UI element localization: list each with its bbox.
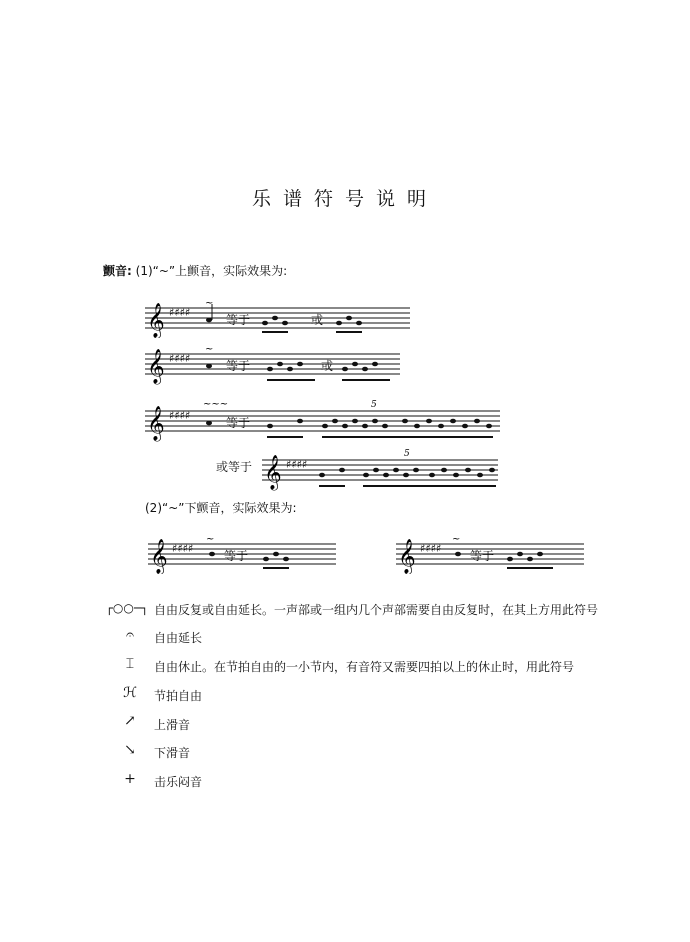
muted-percussion-icon: + (124, 771, 136, 787)
svg-text:𝄞: 𝄞 (147, 303, 165, 338)
trill-label: 颤音: (103, 264, 132, 278)
equals-label-3: 等于 (226, 416, 251, 430)
tuplet-mark-2: 5 (404, 449, 410, 459)
free-rest-icon: ⌶ (125, 656, 135, 672)
svg-text:♯♯♯♯: ♯♯♯♯ (286, 458, 308, 471)
tuplet-mark-1: 5 (371, 400, 377, 410)
upper-trill-text: (1)“~”上颤音，实际效果为: (135, 264, 288, 278)
svg-text:♯♯♯♯: ♯♯♯♯ (169, 352, 191, 365)
svg-text:~~~: ~~~ (203, 399, 229, 410)
legend-item-free-rest: 自由休止。在节拍自由的一小节内，有音符又需要四拍以上的休止时，用此符号 (154, 660, 575, 674)
svg-text:~: ~ (206, 534, 215, 545)
legend-item-muted-percussion: 击乐闷音 (154, 775, 203, 789)
svg-text:♯♯♯♯: ♯♯♯♯ (169, 409, 191, 422)
fermata-icon: 𝄐 (126, 627, 134, 643)
svg-text:♯♯♯♯: ♯♯♯♯ (169, 306, 191, 319)
upward-slide-icon: ↗ (124, 713, 136, 729)
or-label-1: 或 (311, 313, 324, 327)
page-title: 乐谱符号说明 (251, 188, 438, 210)
free-meter-icon: ℋ (123, 685, 137, 701)
svg-text:𝄞: 𝄞 (398, 539, 416, 574)
svg-text:♯♯♯♯: ♯♯♯♯ (172, 542, 194, 555)
svg-text:♯♯♯♯: ♯♯♯♯ (420, 542, 442, 555)
svg-text:~: ~ (205, 298, 214, 309)
svg-text:~: ~ (452, 534, 461, 545)
legend-item-upward-slide: 上滑音 (154, 718, 191, 732)
legend-item-free-extension: 自由延长 (154, 631, 203, 645)
svg-text:𝄞: 𝄞 (264, 455, 282, 490)
equals-label-2: 等于 (226, 359, 251, 373)
or-equals-label: 或等于 (216, 460, 253, 474)
legend-item-free-meter: 节拍自由 (154, 689, 203, 703)
lower-trill-text: (2)“~”下颤音，实际效果为: (145, 501, 297, 515)
svg-text:𝄞: 𝄞 (147, 349, 165, 384)
or-label-2: 或 (321, 359, 334, 373)
svg-text:~: ~ (205, 344, 214, 355)
fermata-bracket-icon: ┌○○─┐ (105, 601, 149, 615)
music-staff-1 (145, 298, 415, 338)
svg-text:𝄞: 𝄞 (150, 539, 168, 574)
equals-label-1: 等于 (226, 313, 251, 327)
legend-item-free-repeat: 自由反复或自由延长。一声部或一组内几个声部需要自由反复时，在其上方用此符号 (154, 603, 599, 617)
equals-label-5: 等于 (470, 549, 495, 563)
svg-text:𝄞: 𝄞 (147, 406, 165, 441)
music-staff-3 (145, 399, 505, 443)
trill-heading (103, 262, 287, 279)
equals-label-4: 等于 (224, 549, 249, 563)
music-staff-4 (262, 448, 502, 492)
music-staff-2 (145, 344, 405, 386)
downward-slide-icon: ↘ (124, 742, 136, 758)
legend-item-downward-slide: 下滑音 (154, 746, 191, 760)
